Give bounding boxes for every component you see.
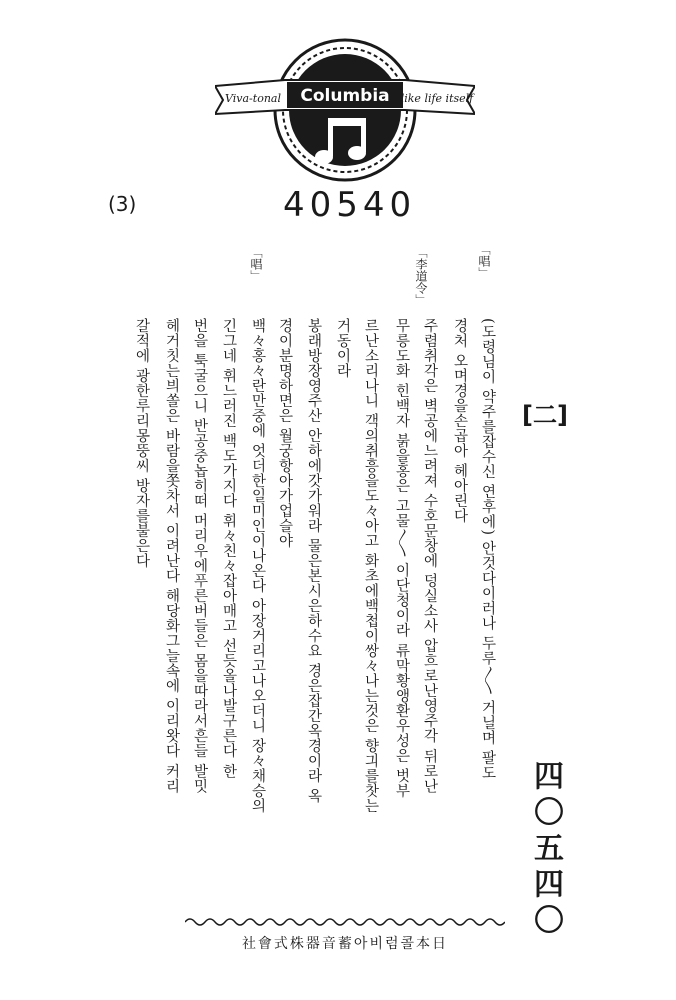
logo-left-tag: Viva-tonal [225,92,281,105]
speaker-label-lee-doryeong: 「李道令」 [414,246,428,306]
side-number: [二] [522,401,568,429]
speaker-label-chang-2: 「唱」 [249,246,263,282]
lyric-column: 번을 툭굴으니 반공중놉히떠 머리우에푸른버들은 몸을따라서흔들 발밋 [191,318,208,794]
logo-brand: Columbia [300,86,390,106]
lyric-column: 백々홍々란만중에 엇더한일미인이나온다 아장거리고나오더니 장々채승의 [249,318,266,814]
lyric-column: 긴그네 휘느러진 백도가지다 휘々친々잡아매고 선듯올나발구른다 한 [220,318,237,779]
lyric-column: 갈적에 광한루리몽뚱씨 방자를불은다 [133,318,150,569]
lyric-column: 경이분명하면은 월궁항아가업슬야 [276,318,293,549]
wavy-divider [185,915,505,929]
publisher-footer: 社會式株器音蓄아비럼콜本日 [241,936,449,952]
lyric-column: 봉래방장영주산 안하에갓가워라 물은본시은하수요 경은잡간옥경이라 옥 [305,318,322,804]
side-catalog-number: 四〇五四〇 [528,760,563,940]
lyric-column: 무릉도화 힌백자 붉을홍은 고물〳〵 이단청이라 류막황앵환우성은 벗부 [393,318,410,799]
lyric-column: 헤거칫는븨쏠은 바람을쫏차서 이려난다 해당화그늘속에 이리왓다 커리 [163,318,180,794]
lyric-column: 르난소리나니 객의취흥을도々아고 화초에백첩이쌍々나는것은 향긔를찻는 [362,318,379,814]
logo-right-tag: like life itself [400,92,474,105]
lyric-column: 주렴취각은 벽공에느려져 수호문창에 덩실소사 압흐로난영주각 뒤로난 [421,318,438,794]
lyric-column: (도령님이 약주를잡수신 연후에) 안것다이러나 두루〳〵 거닐며 팔도 [479,318,496,781]
page-number: (3) [108,192,137,216]
lyric-column: 거동이라 [334,318,351,378]
speaker-label-chang-1: 「唱」 [477,243,491,279]
lyric-column: 경처 오며경을손곱아 헤아린다 [451,318,468,524]
catalog-number: 40540 [283,185,417,225]
columbia-logo [215,22,475,192]
